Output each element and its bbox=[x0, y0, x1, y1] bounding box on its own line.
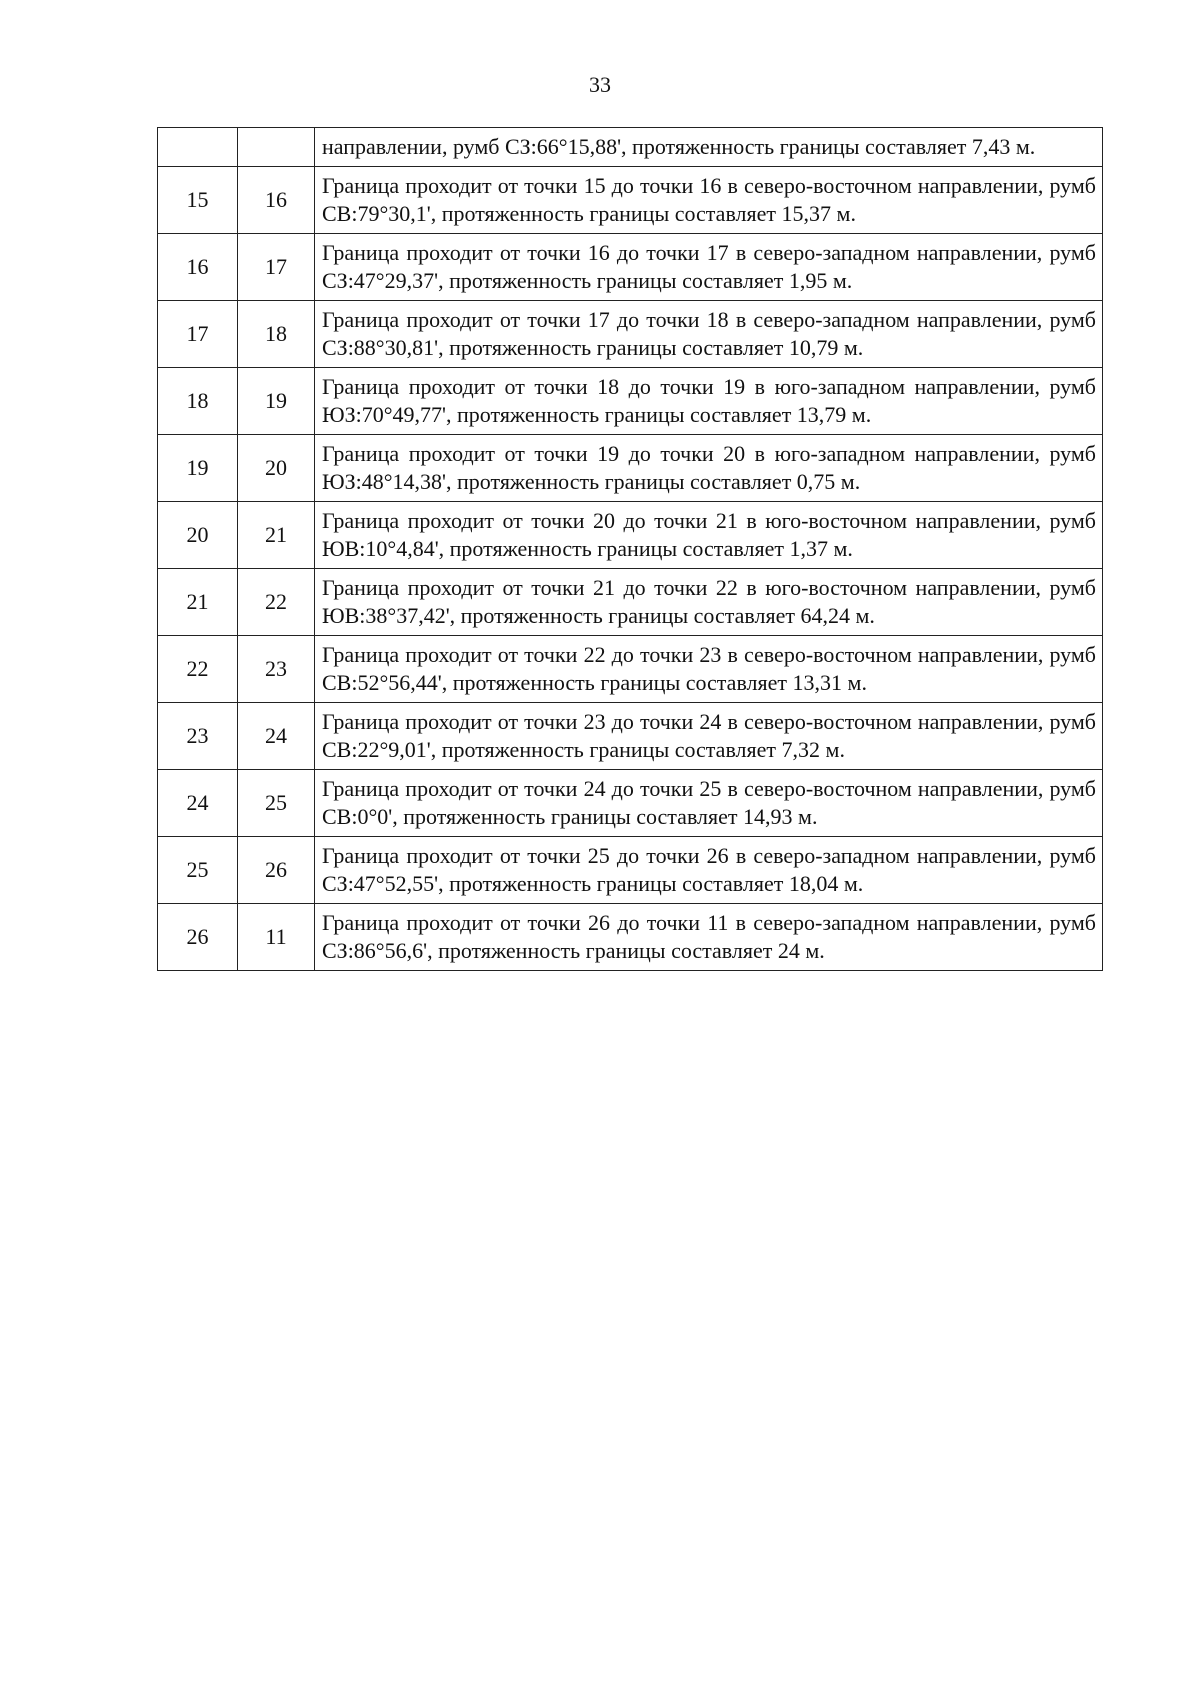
boundary-description-cell: Граница проходит от точки 18 до точки 19 в юго-западном направлении, румб ЮЗ:70°49,77', протяженность границы составляет 13,79 м. bbox=[315, 368, 1103, 435]
boundary-description-cell: Граница проходит от точки 24 до точки 25 в северо-восточном направлении, румб СВ:0°0', протяженность границы составляет 14,93 м. bbox=[315, 770, 1103, 837]
table-row bbox=[158, 167, 1103, 234]
point-from-cell: 22 bbox=[158, 636, 238, 703]
boundary-description-cell: Граница проходит от точки 25 до точки 26 в северо-западном направлении, румб СЗ:47°52,55', протяженность границы составляет 18,04 м. bbox=[315, 837, 1103, 904]
boundary-description-cell: Граница проходит от точки 19 до точки 20 в юго-западном направлении, румб ЮЗ:48°14,38', протяженность границы составляет 0,75 м. bbox=[315, 435, 1103, 502]
point-from-cell: 24 bbox=[158, 770, 238, 837]
point-from-cell: 25 bbox=[158, 837, 238, 904]
table-row bbox=[158, 703, 1103, 770]
point-from-cell: 15 bbox=[158, 167, 238, 234]
table-row bbox=[158, 904, 1103, 971]
point-from-cell: 16 bbox=[158, 234, 238, 301]
table-row bbox=[158, 128, 1103, 167]
table-row bbox=[158, 837, 1103, 904]
point-to-cell: 26 bbox=[238, 837, 315, 904]
point-from-cell: 21 bbox=[158, 569, 238, 636]
point-to-cell: 17 bbox=[238, 234, 315, 301]
table-row bbox=[158, 234, 1103, 301]
table-row bbox=[158, 636, 1103, 703]
point-to-cell bbox=[238, 128, 315, 167]
point-from-cell: 18 bbox=[158, 368, 238, 435]
boundary-description-cell: Граница проходит от точки 22 до точки 23 в северо-восточном направлении, румб СВ:52°56,44', протяженность границы составляет 13,31 м. bbox=[315, 636, 1103, 703]
point-from-cell: 20 bbox=[158, 502, 238, 569]
point-to-cell: 16 bbox=[238, 167, 315, 234]
point-from-cell: 26 bbox=[158, 904, 238, 971]
boundary-description-cell: Граница проходит от точки 26 до точки 11 в северо-западном направлении, румб СЗ:86°56,6', протяженность границы составляет 24 м. bbox=[315, 904, 1103, 971]
table-row bbox=[158, 770, 1103, 837]
table-row bbox=[158, 368, 1103, 435]
point-from-cell: 19 bbox=[158, 435, 238, 502]
point-from-cell: 23 bbox=[158, 703, 238, 770]
table-row bbox=[158, 502, 1103, 569]
boundary-description-cell: направлении, румб СЗ:66°15,88', протяженность границы составляет 7,43 м. bbox=[315, 128, 1103, 167]
boundary-description-cell: Граница проходит от точки 21 до точки 22 в юго-восточном направлении, румб ЮВ:38°37,42', протяженность границы составляет 64,24 м. bbox=[315, 569, 1103, 636]
page-number: 33 bbox=[589, 72, 611, 97]
boundary-description-cell: Граница проходит от точки 17 до точки 18 в северо-западном направлении, румб СЗ:88°30,81', протяженность границы составляет 10,79 м. bbox=[315, 301, 1103, 368]
point-to-cell: 24 bbox=[238, 703, 315, 770]
point-to-cell: 18 bbox=[238, 301, 315, 368]
point-to-cell: 19 bbox=[238, 368, 315, 435]
table-row bbox=[158, 301, 1103, 368]
boundary-description-cell: Граница проходит от точки 15 до точки 16 в северо-восточном направлении, румб СВ:79°30,1', протяженность границы составляет 15,37 м. bbox=[315, 167, 1103, 234]
boundary-description-table bbox=[157, 127, 1103, 971]
boundary-description-cell: Граница проходит от точки 23 до точки 24 в северо-восточном направлении, румб СВ:22°9,01', протяженность границы составляет 7,32 м. bbox=[315, 703, 1103, 770]
point-to-cell: 11 bbox=[238, 904, 315, 971]
point-to-cell: 25 bbox=[238, 770, 315, 837]
point-to-cell: 20 bbox=[238, 435, 315, 502]
boundary-description-cell: Граница проходит от точки 16 до точки 17 в северо-западном направлении, румб СЗ:47°29,37', протяженность границы составляет 1,95 м. bbox=[315, 234, 1103, 301]
point-to-cell: 23 bbox=[238, 636, 315, 703]
point-to-cell: 22 bbox=[238, 569, 315, 636]
point-from-cell bbox=[158, 128, 238, 167]
point-to-cell: 21 bbox=[238, 502, 315, 569]
boundary-description-cell: Граница проходит от точки 20 до точки 21 в юго-восточном направлении, румб ЮВ:10°4,84', протяженность границы составляет 1,37 м. bbox=[315, 502, 1103, 569]
table-row bbox=[158, 435, 1103, 502]
table-row bbox=[158, 569, 1103, 636]
point-from-cell: 17 bbox=[158, 301, 238, 368]
